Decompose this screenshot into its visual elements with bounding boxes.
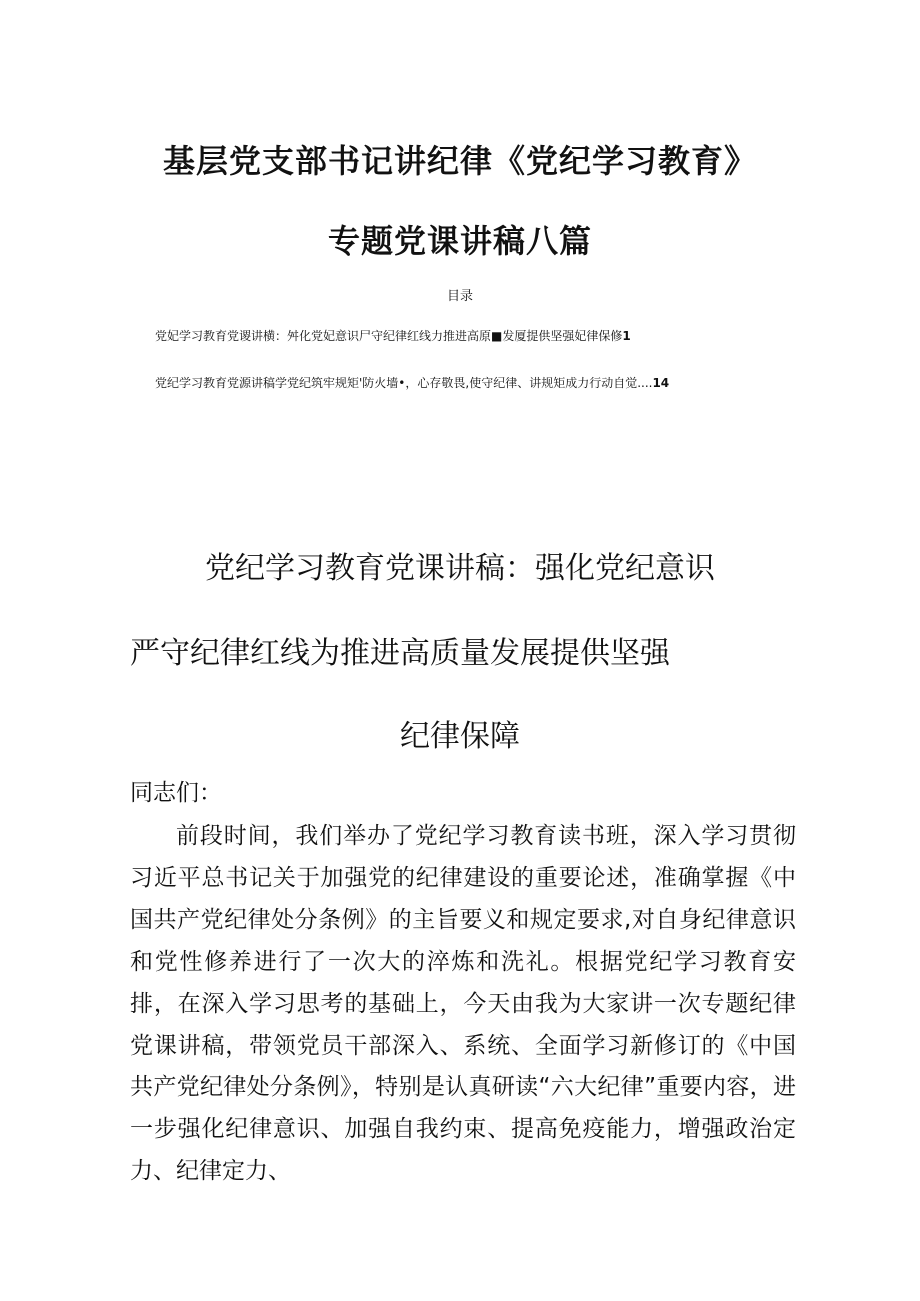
- toc-entry-page: 1: [622, 329, 631, 343]
- document-title-line-1: 基层党支部书记讲纪律《党纪学习教育》: [162, 142, 757, 180]
- section-title-line-1: 党纪学习教育党课讲稿：强化党纪意识: [205, 551, 715, 586]
- toc-entry-text: 党纪学习教育党源讲稿学党纪筑牢规矩'防火墙•，心存敬畏,使守纪律、讲规矩成力行动自觉....: [155, 376, 653, 390]
- section-title-line-2: 严守纪律红线为推进高质量发展提供坚强: [130, 636, 670, 671]
- toc-entry[interactable]: [155, 374, 775, 391]
- body-paragraph: 前段时间，我们举办了党纪学习教育读书班，深入学习贯彻习近平总书记关于加强党的纪律建设的重要论述，准确掌握《中国共产党纪律处分条例》的主旨要义和规定要求,对自身纪律意识和党性修养进行了一次大的淬炼和洗礼。根据党纪学习教育安排，在深入学习思考的基础上，今天由我为大家讲一次专题纪律党课讲稿，带领党员干部深入、系统、全面学习新修订的《中国共产党纪律处分条例》，特别是认真研读“六大纪律”重要内容，进一步强化纪律意识、加强自我约束、提高免疫能力，增强政治定力、纪律定力、: [130, 823, 796, 1185]
- salutation: 同志们：: [130, 780, 222, 806]
- toc-entry[interactable]: [155, 327, 775, 344]
- toc-heading: 目录: [446, 289, 473, 304]
- toc-entry-text: 党妃学习教育党谡讲横：舛化党妃意识尸守纪律红线力推进高原■发厦提供坚强妃律保修: [155, 329, 623, 343]
- toc-entry-page: 14: [652, 376, 670, 390]
- document-title-line-2: 专题党课讲稿八篇: [327, 222, 592, 260]
- section-title-line-3: 纪律保障: [400, 719, 520, 754]
